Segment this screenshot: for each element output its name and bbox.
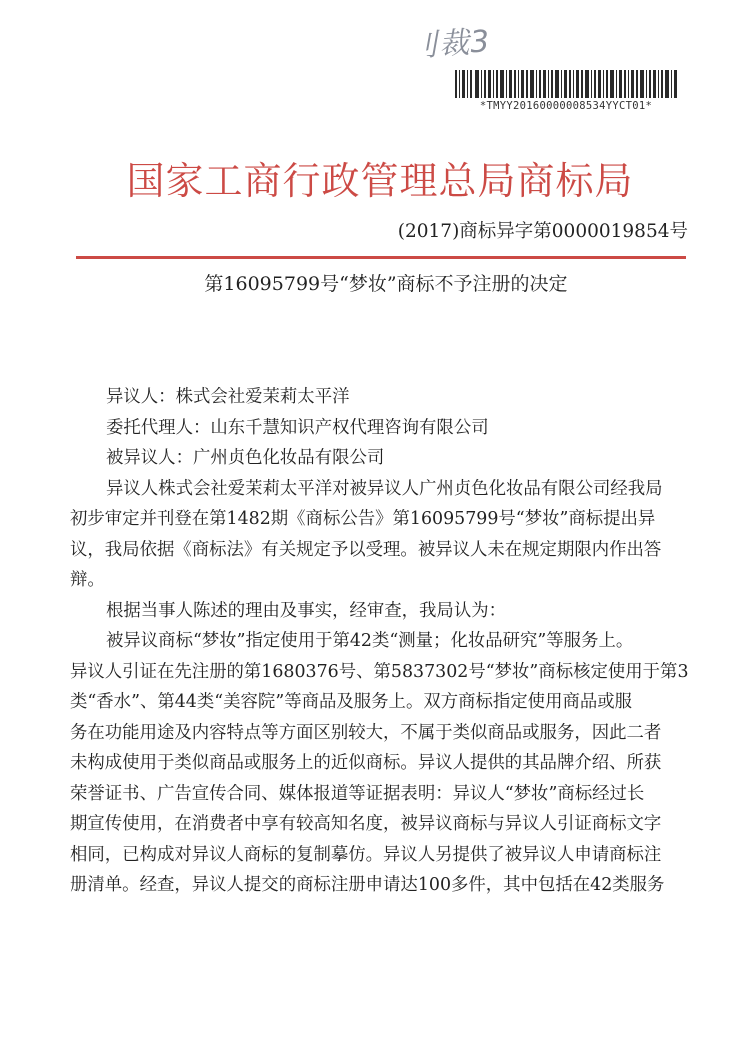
body-line: 未构成使用于类似商品或服务上的近似商标。异议人提供的其品牌介绍、所获 [70,753,662,773]
body-line: 被异议人：广州贞色化妆品有限公司 [106,448,385,468]
handwritten-note: 刂裁3 [407,22,517,65]
body-line: 相同，已构成对异议人商标的复制摹仿。异议人另提供了被异议人申请商标注 [70,844,662,865]
body-line: 荣誉证书、广告宣传合同、媒体报道等证据表明：异议人“梦妆”商标经过长 [70,783,645,804]
document-body [70,382,689,901]
body-line: 根据当事人陈述的理由及事实，经审查，我局认为： [106,600,506,621]
body-line: 类“香水”、第44类“美容院”等商品及服务上。双方商标指定使用商品或服 [70,692,633,712]
body-line: 异议人引证在先注册的第1680376号、第5837302号“梦妆”商标核定使用于第3 [70,661,689,682]
body-line: 议，我局依据《商标法》有关规定予以受理。被异议人未在规定期限内作出答 [70,539,662,560]
body-line: 初步审定并刊登在第1482期《商标公告》第16095799号“梦妆”商标提出异 [70,509,656,529]
barcode-number: *TMYY20160000008534YYCT01* [479,100,653,112]
body-line: 被异议商标“梦妆”指定使用于第42类“测量；化妆品研究”等服务上。 [106,631,634,651]
body-line: 册清单。经查，异议人提交的商标注册申请达100多件，其中包括在42类服务 [70,875,665,895]
barcode-image [455,70,677,98]
agency-name: 国家工商行政管理总局商标局 [126,159,634,203]
body-line: 辩。 [70,570,105,590]
body-line: 务在功能用途及内容特点等方面区别较大，不属于类似商品或服务，因此二者 [70,722,662,743]
body-line: 异议人株式会社爱茉莉太平洋对被异议人广州贞色化妆品有限公司经我局 [106,478,663,499]
body-line: 期宣传使用，在消费者中享有较高知名度，被异议商标与异议人引证商标文字 [70,814,662,834]
document-number: (2017)商标异字第0000019854号 [397,221,688,242]
body-line: 异议人：株式会社爱茉莉太平洋 [106,387,350,407]
header-divider [76,256,686,259]
body-line: 委托代理人：山东千慧知识产权代理咨询有限公司 [106,417,489,438]
document-title: 第16095799号“梦妆”商标不予注册的决定 [204,273,568,295]
